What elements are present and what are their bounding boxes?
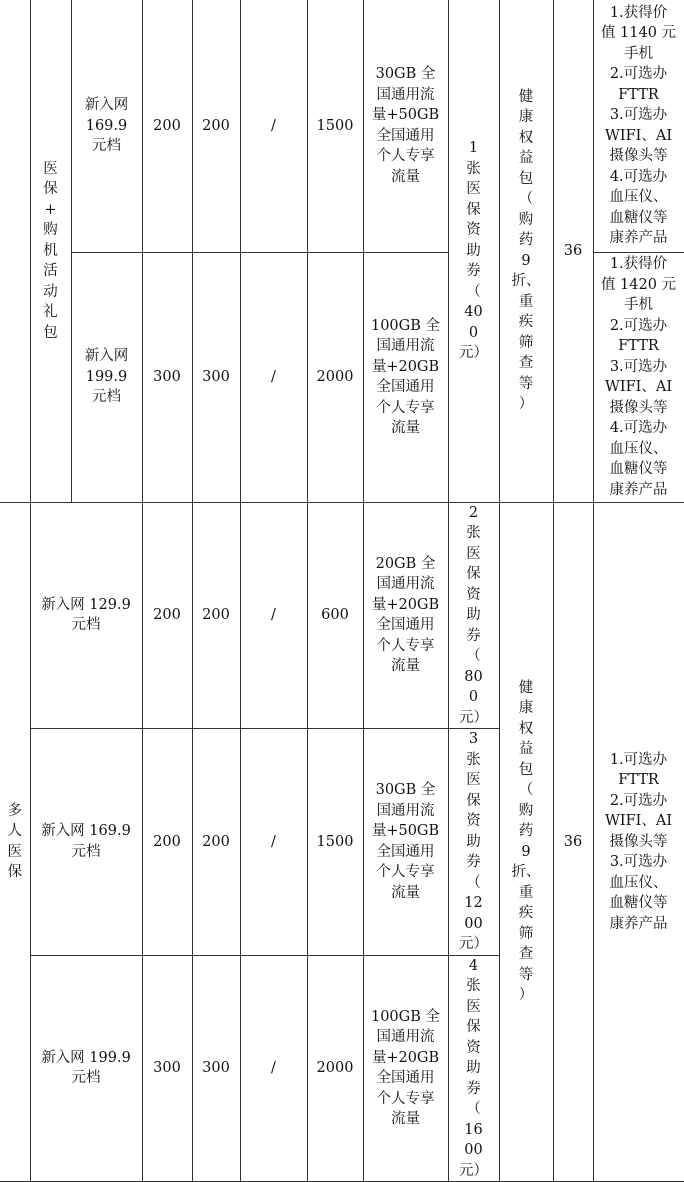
plan-name: 新入网 169.9 元档 <box>71 0 142 252</box>
group-label: 医 保 + 购 机 活 动 礼 包 <box>30 0 71 502</box>
health-pack-cell: 健 康 权 益 包 （ 购 药 9 折、 重 疾 筛 查 等 ） <box>499 502 553 1182</box>
coupon-cell: 4 张 医 保 资 助 券 （ 16 00 元） <box>448 955 499 1182</box>
value-b: 300 <box>192 252 240 502</box>
benefit-cell: 1.获得价 值 1140 元 手机 2.可选办 FTTR 3.可选办 WIFI、AI 摄像头等 4.可选办 血压仪、 血糖仪等 康养产品 <box>593 0 684 252</box>
value-a: 200 <box>142 729 192 956</box>
value-d: 2000 <box>307 252 363 502</box>
value-c: / <box>240 502 307 729</box>
value-b: 300 <box>192 955 240 1182</box>
plan-name: 新入网 199.9 元档 <box>71 252 142 502</box>
value-d: 2000 <box>307 955 363 1182</box>
table-row <box>0 502 684 729</box>
value-d: 1500 <box>307 0 363 252</box>
value-d: 600 <box>307 502 363 729</box>
value-c: / <box>240 0 307 252</box>
group-label: 多 人 医 保 <box>0 502 30 1182</box>
value-d: 1500 <box>307 729 363 956</box>
coupon-cell: 1 张 医 保 资 助 券 （ 40 0 元） <box>448 0 499 502</box>
value-b: 200 <box>192 729 240 956</box>
coupon-cell: 2 张 医 保 资 助 券 （ 80 0 元） <box>448 502 499 729</box>
value-b: 200 <box>192 0 240 252</box>
coupon-cell: 3 张 医 保 资 助 券 （ 12 00 元） <box>448 729 499 956</box>
health-pack-cell: 健 康 权 益 包 （ 购 药 9 折、 重 疾 筛 查 等 ） <box>499 0 553 502</box>
value-c: / <box>240 955 307 1182</box>
traffic-cell: 20GB 全 国通用流 量+20GB 全国通用 个人专享 流量 <box>363 502 448 729</box>
benefit-cell: 1.可选办 FTTR 2.可选办 WIFI、AI 摄像头等 3.可选办 血压仪、 血糖仪等 康养产品 <box>593 502 684 1182</box>
value-a: 300 <box>142 955 192 1182</box>
value-b: 200 <box>192 502 240 729</box>
plan-name: 新入网 169.9 元档 <box>30 729 142 956</box>
table-row <box>0 0 684 252</box>
value-a: 200 <box>142 502 192 729</box>
group-blank-cell <box>0 0 30 502</box>
traffic-cell: 30GB 全 国通用流 量+50GB 全国通用 个人专享 流量 <box>363 0 448 252</box>
traffic-cell: 30GB 全 国通用流 量+50GB 全国通用 个人专享 流量 <box>363 729 448 956</box>
traffic-cell: 100GB 全 国通用流 量+20GB 全国通用 个人专享 流量 <box>363 955 448 1182</box>
plan-name: 新入网 129.9 元档 <box>30 502 142 729</box>
plan-name: 新入网 199.9 元档 <box>30 955 142 1182</box>
value-c: / <box>240 729 307 956</box>
value-c: / <box>240 252 307 502</box>
term-cell: 36 <box>553 0 593 502</box>
traffic-cell: 100GB 全 国通用流 量+20GB 全国通用 个人专享 流量 <box>363 252 448 502</box>
value-a: 300 <box>142 252 192 502</box>
term-cell: 36 <box>553 502 593 1182</box>
value-a: 200 <box>142 0 192 252</box>
benefit-cell: 1.获得价 值 1420 元 手机 2.可选办 FTTR 3.可选办 WIFI、AI 摄像头等 4.可选办 血压仪、 血糖仪等 康养产品 <box>593 252 684 502</box>
